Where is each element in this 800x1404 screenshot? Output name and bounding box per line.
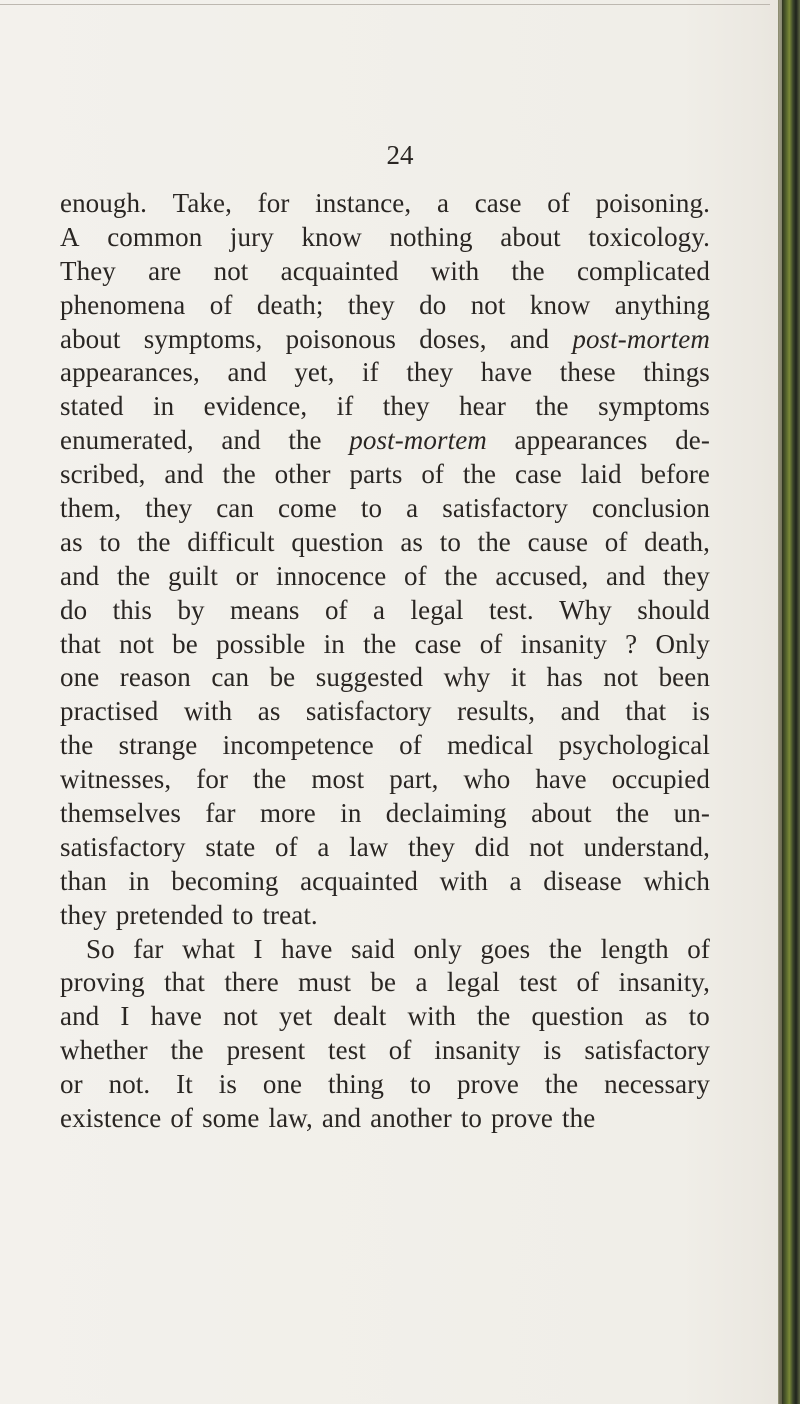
text-line <box>60 1001 710 1031</box>
page-top-edge <box>0 4 770 5</box>
word: a <box>373 594 386 625</box>
word: medical <box>447 730 534 761</box>
word: another <box>370 1103 452 1134</box>
word: and <box>227 357 267 388</box>
word: accused, <box>495 560 589 591</box>
word: in <box>323 628 345 659</box>
word: becoming <box>171 865 279 896</box>
text-line <box>60 324 710 354</box>
word: to <box>409 1069 432 1100</box>
text-line <box>60 391 710 421</box>
word: common <box>107 221 203 252</box>
text-line <box>60 1103 710 1133</box>
word: I <box>253 933 263 964</box>
word: yet <box>279 1001 313 1032</box>
word: the <box>170 1035 204 1066</box>
word: they <box>663 560 710 591</box>
word: far <box>133 933 164 964</box>
word: and <box>164 459 204 490</box>
word: not <box>213 255 249 286</box>
word: it <box>510 662 527 693</box>
word: yet, <box>294 357 335 388</box>
word: proving <box>60 967 145 998</box>
word: know <box>529 289 591 320</box>
word: themselves <box>60 798 181 829</box>
word: witnesses, <box>60 764 172 795</box>
word: in <box>340 798 362 829</box>
word: of <box>576 967 600 998</box>
word: them, <box>60 493 122 524</box>
word: state <box>205 831 256 862</box>
word: of <box>324 594 348 625</box>
word: the <box>615 798 650 829</box>
word: insanity <box>520 628 607 659</box>
word: who <box>463 764 511 795</box>
word: Take, <box>172 188 232 218</box>
word: satisfactory <box>584 1035 710 1066</box>
text-line <box>60 493 710 523</box>
word: the <box>544 1069 579 1100</box>
word: a <box>436 188 450 218</box>
word: there <box>224 967 279 998</box>
word: and <box>221 425 261 456</box>
word: of <box>209 289 233 320</box>
word: complicated <box>576 255 710 286</box>
word: It <box>176 1069 193 1100</box>
word: is <box>543 1035 562 1066</box>
word: satisfactory <box>60 831 186 862</box>
word: before <box>640 459 710 490</box>
word: been <box>658 662 710 693</box>
word: nothing <box>389 221 473 252</box>
word: they <box>60 899 107 930</box>
text-line <box>60 1035 710 1065</box>
word: did <box>474 831 510 862</box>
word: that <box>164 967 205 998</box>
word: whether <box>60 1035 148 1066</box>
word: law, <box>268 1103 313 1134</box>
text-line <box>60 696 710 726</box>
word: parts <box>349 459 403 490</box>
word: reason <box>119 662 191 693</box>
text-line <box>60 561 710 591</box>
text-line <box>60 290 710 320</box>
word: more <box>259 798 316 829</box>
text-line <box>60 1069 710 1099</box>
word: innocence <box>276 560 387 591</box>
word: possible <box>216 628 306 659</box>
word: the <box>548 933 583 964</box>
word: they <box>406 357 454 388</box>
word: enumerated, <box>60 425 194 456</box>
word: the <box>462 459 497 490</box>
word: not <box>223 1001 258 1032</box>
word: test. <box>488 594 534 625</box>
word: and <box>509 323 550 354</box>
word: death, <box>644 526 710 557</box>
word: one <box>60 662 100 693</box>
word: evidence, <box>203 391 308 422</box>
word: be <box>370 967 397 998</box>
word: that <box>60 628 101 659</box>
word: suggested <box>315 662 424 693</box>
word: and <box>560 696 600 727</box>
word: satisfactory <box>305 696 432 727</box>
word: if <box>336 391 354 422</box>
word: other <box>274 459 331 490</box>
word: not <box>603 662 639 693</box>
word: the <box>535 391 569 422</box>
word: if <box>362 357 379 388</box>
word: understand, <box>583 831 710 862</box>
word: not <box>119 628 154 659</box>
word: do <box>419 289 447 320</box>
word: as <box>400 526 424 557</box>
word: guilt <box>167 560 218 591</box>
word: instance, <box>315 188 412 218</box>
text-line <box>60 595 710 625</box>
word: have <box>150 1001 202 1032</box>
word: present <box>226 1035 306 1066</box>
book-binding-shadow <box>779 0 782 1404</box>
word: stated <box>60 391 124 422</box>
text-line <box>60 527 710 557</box>
word: of <box>399 730 422 761</box>
word: that <box>625 696 667 727</box>
word: with <box>430 255 480 286</box>
word: the <box>222 459 256 490</box>
word: of <box>687 933 710 964</box>
word: insanity <box>434 1035 521 1066</box>
word: of <box>604 526 628 557</box>
word: psychological <box>558 730 710 761</box>
word: about <box>531 798 592 829</box>
word: not <box>529 831 564 862</box>
word: part, <box>389 764 439 795</box>
text-line <box>60 425 710 455</box>
word: Only <box>655 628 710 659</box>
word: with <box>183 696 233 727</box>
word: and <box>60 560 100 591</box>
word: is <box>218 1069 237 1100</box>
word: So <box>86 933 115 964</box>
text-line <box>60 730 710 760</box>
word: as <box>644 1001 668 1032</box>
word: as <box>257 696 281 727</box>
word: things <box>643 357 710 388</box>
word: prove <box>457 1069 520 1100</box>
italic-word: post-mortem <box>572 323 710 354</box>
word: the <box>444 560 478 591</box>
word: a <box>406 493 419 524</box>
text-line <box>60 900 710 930</box>
word: the <box>477 526 511 557</box>
word: with <box>439 865 488 896</box>
word: only <box>413 933 462 964</box>
word: must <box>298 967 352 998</box>
word: said <box>351 933 395 964</box>
word: the <box>288 425 322 456</box>
word: case <box>414 628 462 659</box>
word: occupied <box>611 764 710 795</box>
text-line <box>60 967 710 997</box>
text-line <box>60 832 710 862</box>
word: do <box>60 594 88 625</box>
word: the <box>253 764 287 795</box>
word: acquainted <box>300 865 419 896</box>
word: hear <box>459 391 506 422</box>
word: de- <box>675 425 710 456</box>
word: for <box>196 764 229 795</box>
word: case <box>515 459 562 490</box>
word: as <box>60 526 83 557</box>
word: a <box>509 865 522 896</box>
word: most <box>311 764 365 795</box>
word: incompetence <box>222 730 374 761</box>
word: in <box>128 865 150 896</box>
word: they <box>408 831 455 862</box>
word: to <box>460 1103 483 1134</box>
word: law <box>349 831 389 862</box>
text-line <box>60 188 710 218</box>
word: or <box>235 560 259 591</box>
word: some <box>202 1103 260 1134</box>
word: to <box>688 1001 710 1032</box>
word: of <box>170 1103 194 1134</box>
word: can <box>211 662 250 693</box>
text-line <box>60 459 710 489</box>
word: by <box>177 594 205 625</box>
word: conclusion <box>591 493 710 524</box>
word: legal <box>410 594 464 625</box>
word: a <box>415 967 428 998</box>
text-line <box>60 629 710 659</box>
word: Why <box>559 594 612 625</box>
word: test <box>519 967 558 998</box>
word: of <box>404 560 427 591</box>
word: phenomena <box>60 289 186 320</box>
word: have <box>535 764 587 795</box>
word: to <box>360 493 383 524</box>
word: be <box>269 662 296 693</box>
word: existence <box>60 1103 162 1134</box>
word: the <box>511 255 545 286</box>
word: should <box>637 594 710 625</box>
word: why <box>443 662 491 693</box>
word: difficult <box>187 526 275 557</box>
word: not <box>470 289 506 320</box>
word: toxicology. <box>588 221 710 252</box>
text-line <box>60 764 710 794</box>
word: insanity, <box>618 967 710 998</box>
text-line <box>60 357 710 387</box>
word: appearances <box>514 425 648 456</box>
word: pretended <box>115 899 224 930</box>
body-text <box>60 188 710 1137</box>
word: poisoning. <box>595 188 710 218</box>
word: appearances, <box>60 357 200 388</box>
word: they <box>145 493 193 524</box>
word: come <box>278 493 337 524</box>
word: which <box>643 865 710 896</box>
word: about <box>500 221 561 252</box>
word: treat. <box>262 899 318 930</box>
word: of <box>479 628 503 659</box>
word: has <box>546 662 583 693</box>
word: case <box>474 188 522 218</box>
word: un- <box>673 798 710 829</box>
word: know <box>301 221 362 252</box>
word: A <box>60 221 80 252</box>
word: they <box>382 391 430 422</box>
word: They <box>60 255 116 286</box>
word: these <box>559 357 616 388</box>
word: this <box>112 594 153 625</box>
word: is <box>691 696 710 727</box>
word: to <box>439 526 461 557</box>
word: have <box>480 357 533 388</box>
word: dealt <box>333 1001 387 1032</box>
page-number: 24 <box>386 140 414 170</box>
word: with <box>407 1001 456 1032</box>
word: acquainted <box>280 255 399 286</box>
word: practised <box>60 696 159 727</box>
word: be <box>172 628 198 659</box>
word: disease <box>543 865 622 896</box>
word: doses, <box>419 323 487 354</box>
word: test <box>328 1035 366 1066</box>
word: to <box>99 526 121 557</box>
text-line <box>60 662 710 692</box>
word: of <box>421 459 445 490</box>
word: symptoms, <box>143 323 263 354</box>
word: prove <box>491 1103 554 1134</box>
word: of <box>388 1035 412 1066</box>
word: results, <box>457 696 536 727</box>
word: necessary <box>604 1069 710 1100</box>
word: in <box>153 391 175 422</box>
text-line <box>60 798 710 828</box>
word: the <box>363 628 397 659</box>
word: the <box>116 560 151 591</box>
word: goes <box>480 933 531 964</box>
word: scribed, <box>60 459 146 490</box>
word: far <box>205 798 236 829</box>
word: question <box>291 526 384 557</box>
word: have <box>281 933 333 964</box>
word: a <box>317 831 330 862</box>
text-line <box>60 934 710 964</box>
italic-word: post-mortem <box>349 425 487 456</box>
word: what <box>182 933 235 964</box>
word: can <box>216 493 254 524</box>
word: death; <box>256 289 324 320</box>
word: ? <box>625 628 638 659</box>
word: or <box>60 1069 83 1100</box>
word: the <box>60 730 94 761</box>
word: for <box>257 188 290 218</box>
word: jury <box>229 221 274 252</box>
word: poisonous <box>285 323 397 354</box>
word: of <box>274 831 298 862</box>
text-line <box>60 866 710 896</box>
word: and <box>606 560 646 591</box>
word: legal <box>446 967 500 998</box>
word: the <box>137 526 171 557</box>
word: I <box>120 1001 130 1032</box>
word: declaiming <box>385 798 507 829</box>
word: not. <box>108 1069 151 1100</box>
word: about <box>60 323 121 354</box>
word: question <box>531 1001 624 1032</box>
word: are <box>148 255 182 286</box>
word: and <box>321 1103 362 1134</box>
word: and <box>60 1001 100 1032</box>
word: than <box>60 865 107 896</box>
text-line <box>60 222 710 252</box>
word: symptoms <box>598 391 710 422</box>
word: laid <box>580 459 622 490</box>
word: the <box>477 1001 511 1032</box>
text-line <box>60 256 710 286</box>
word: enough. <box>60 188 147 218</box>
word: length <box>600 933 669 964</box>
word: strange <box>118 730 198 761</box>
word: means <box>230 594 300 625</box>
word: satisfactory <box>442 493 568 524</box>
word: to <box>232 899 254 930</box>
word: of <box>547 188 570 218</box>
word: they <box>347 289 395 320</box>
word: one <box>262 1069 303 1100</box>
word: cause <box>527 526 589 557</box>
word: thing <box>328 1069 385 1100</box>
word: the <box>562 1103 596 1134</box>
word: anything <box>614 289 710 320</box>
